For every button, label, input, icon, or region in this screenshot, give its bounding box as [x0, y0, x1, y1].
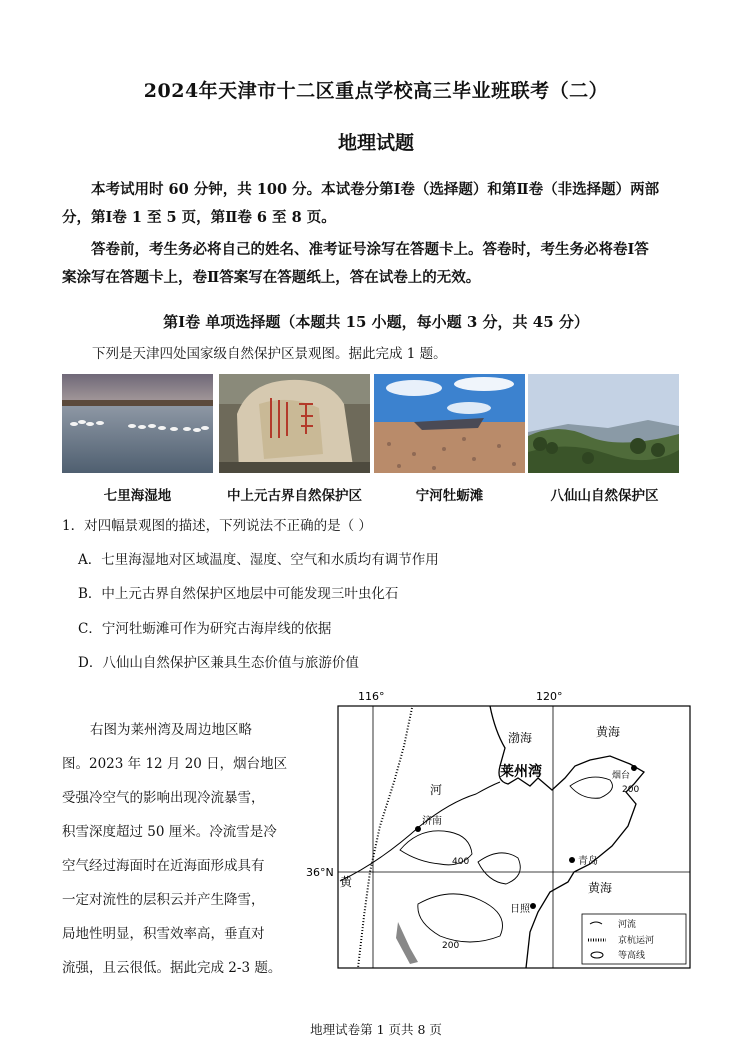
photo-caption: 八仙山自然保护区	[550, 488, 659, 504]
exam-title: 2024年天津市十二区重点学校高三毕业班联考（二）	[143, 80, 609, 102]
contour-value: 400	[452, 857, 470, 867]
longitude-label: 116°	[358, 690, 385, 703]
instructions-line: 案涂写在答题卡上，卷Ⅱ答案写在答题纸上，答在试卷上的无效。	[62, 269, 481, 286]
contour-value: 200	[622, 785, 640, 795]
place-label: 烟台	[612, 771, 631, 781]
photo-caption: 宁河牡蛎滩	[415, 488, 484, 504]
lake-shape	[396, 922, 418, 964]
passage-line: 空气经过海面时在近海面形成具有	[62, 858, 265, 874]
instructions-paragraph-1	[62, 176, 694, 232]
question-1-stem: 1．对四幅景观图的描述，下列说法不正确的是（ ）	[62, 518, 372, 534]
legend-label: 等高线	[618, 951, 646, 961]
passage-line: 图。2023 年 12 月 20 日，烟台地区	[62, 756, 288, 772]
city-marker	[415, 826, 421, 832]
longitude-label: 120°	[536, 690, 563, 703]
place-label: 青岛	[578, 856, 598, 867]
oyster-beach-photo	[374, 374, 525, 473]
question-1-option-b: B．中上元古界自然保护区地层中可能发现三叶虫化石	[78, 586, 399, 602]
place-label: 黄海	[596, 725, 621, 739]
passage-line: 积雪深度超过 50 厘米。冷流雪是冷	[62, 824, 277, 840]
wetland-photo	[62, 374, 213, 473]
map-legend	[582, 914, 686, 964]
question-1-option-d: D．八仙山自然保护区兼具生态价值与旅游价值	[78, 655, 359, 671]
place-label: 日照	[510, 904, 530, 915]
contour-line	[478, 853, 520, 884]
passage-text	[62, 713, 302, 985]
city-marker	[569, 857, 575, 863]
instructions-line: 答卷前，考生务必将自己的姓名、准考证号涂写在答题卡上。答卷时，考生务必将卷Ⅰ答	[91, 241, 649, 258]
laizhou-bay-map	[300, 686, 700, 976]
section-title: 第Ⅰ卷 单项选择题（本题共 15 小题，每小题 3 分，共 45 分）	[163, 313, 589, 331]
intro-text: 下列是天津四处国家级自然保护区景观图。据此完成 1 题。	[92, 346, 447, 362]
contour-line	[418, 894, 503, 942]
passage-line: 流强，且云很低。据此完成 2-3 题。	[62, 960, 282, 976]
city-marker	[631, 765, 637, 771]
legend-label: 京杭运河	[618, 936, 655, 946]
place-label: 河	[430, 783, 443, 797]
question-1-option-c: C．宁河牡蛎滩可作为研究古海岸线的依据	[78, 621, 332, 637]
city-marker	[530, 903, 536, 909]
carved-stone-photo	[219, 374, 370, 473]
grand-canal-line	[358, 708, 412, 968]
passage-line: 局地性明显，积雪效率高，垂直对	[62, 926, 265, 942]
place-label: 渤海	[508, 731, 533, 745]
instructions-line: 分，第Ⅰ卷 1 至 5 页，第Ⅱ卷 6 至 8 页。	[62, 209, 336, 226]
legend-label: 河流	[618, 920, 637, 930]
contour-value: 200	[442, 941, 460, 951]
question-1-option-a: A．七里海湿地对区域温度、湿度、空气和水质均有调节作用	[78, 552, 439, 568]
passage-line: 右图为莱州湾及周边地区略	[90, 722, 252, 738]
yellow-river-line	[340, 782, 500, 881]
place-label: 济南	[422, 816, 442, 827]
latitude-label: 36°N	[306, 866, 334, 879]
photo-caption: 中上元古界自然保护区	[227, 488, 362, 504]
contour-line	[570, 777, 612, 798]
place-label: 莱州湾	[500, 764, 542, 780]
mountain-forest-photo	[528, 374, 679, 473]
place-label: 黄	[340, 875, 353, 889]
place-label: 黄海	[588, 881, 613, 895]
photo-caption: 七里海湿地	[103, 488, 172, 504]
page-footer: 地理试卷第 1 页共 8 页	[310, 1022, 442, 1037]
passage-line: 一定对流性的层积云并产生降雪，	[62, 892, 265, 908]
instructions-paragraph-2	[62, 236, 694, 292]
instructions-line: 本考试用时 60 分钟，共 100 分。本试卷分第Ⅰ卷（选择题）和第Ⅱ卷（非选择题）两部	[91, 181, 660, 198]
exam-subtitle: 地理试题	[337, 132, 414, 154]
passage-line: 受强冷空气的影响出现冷流暴雪，	[62, 790, 265, 806]
